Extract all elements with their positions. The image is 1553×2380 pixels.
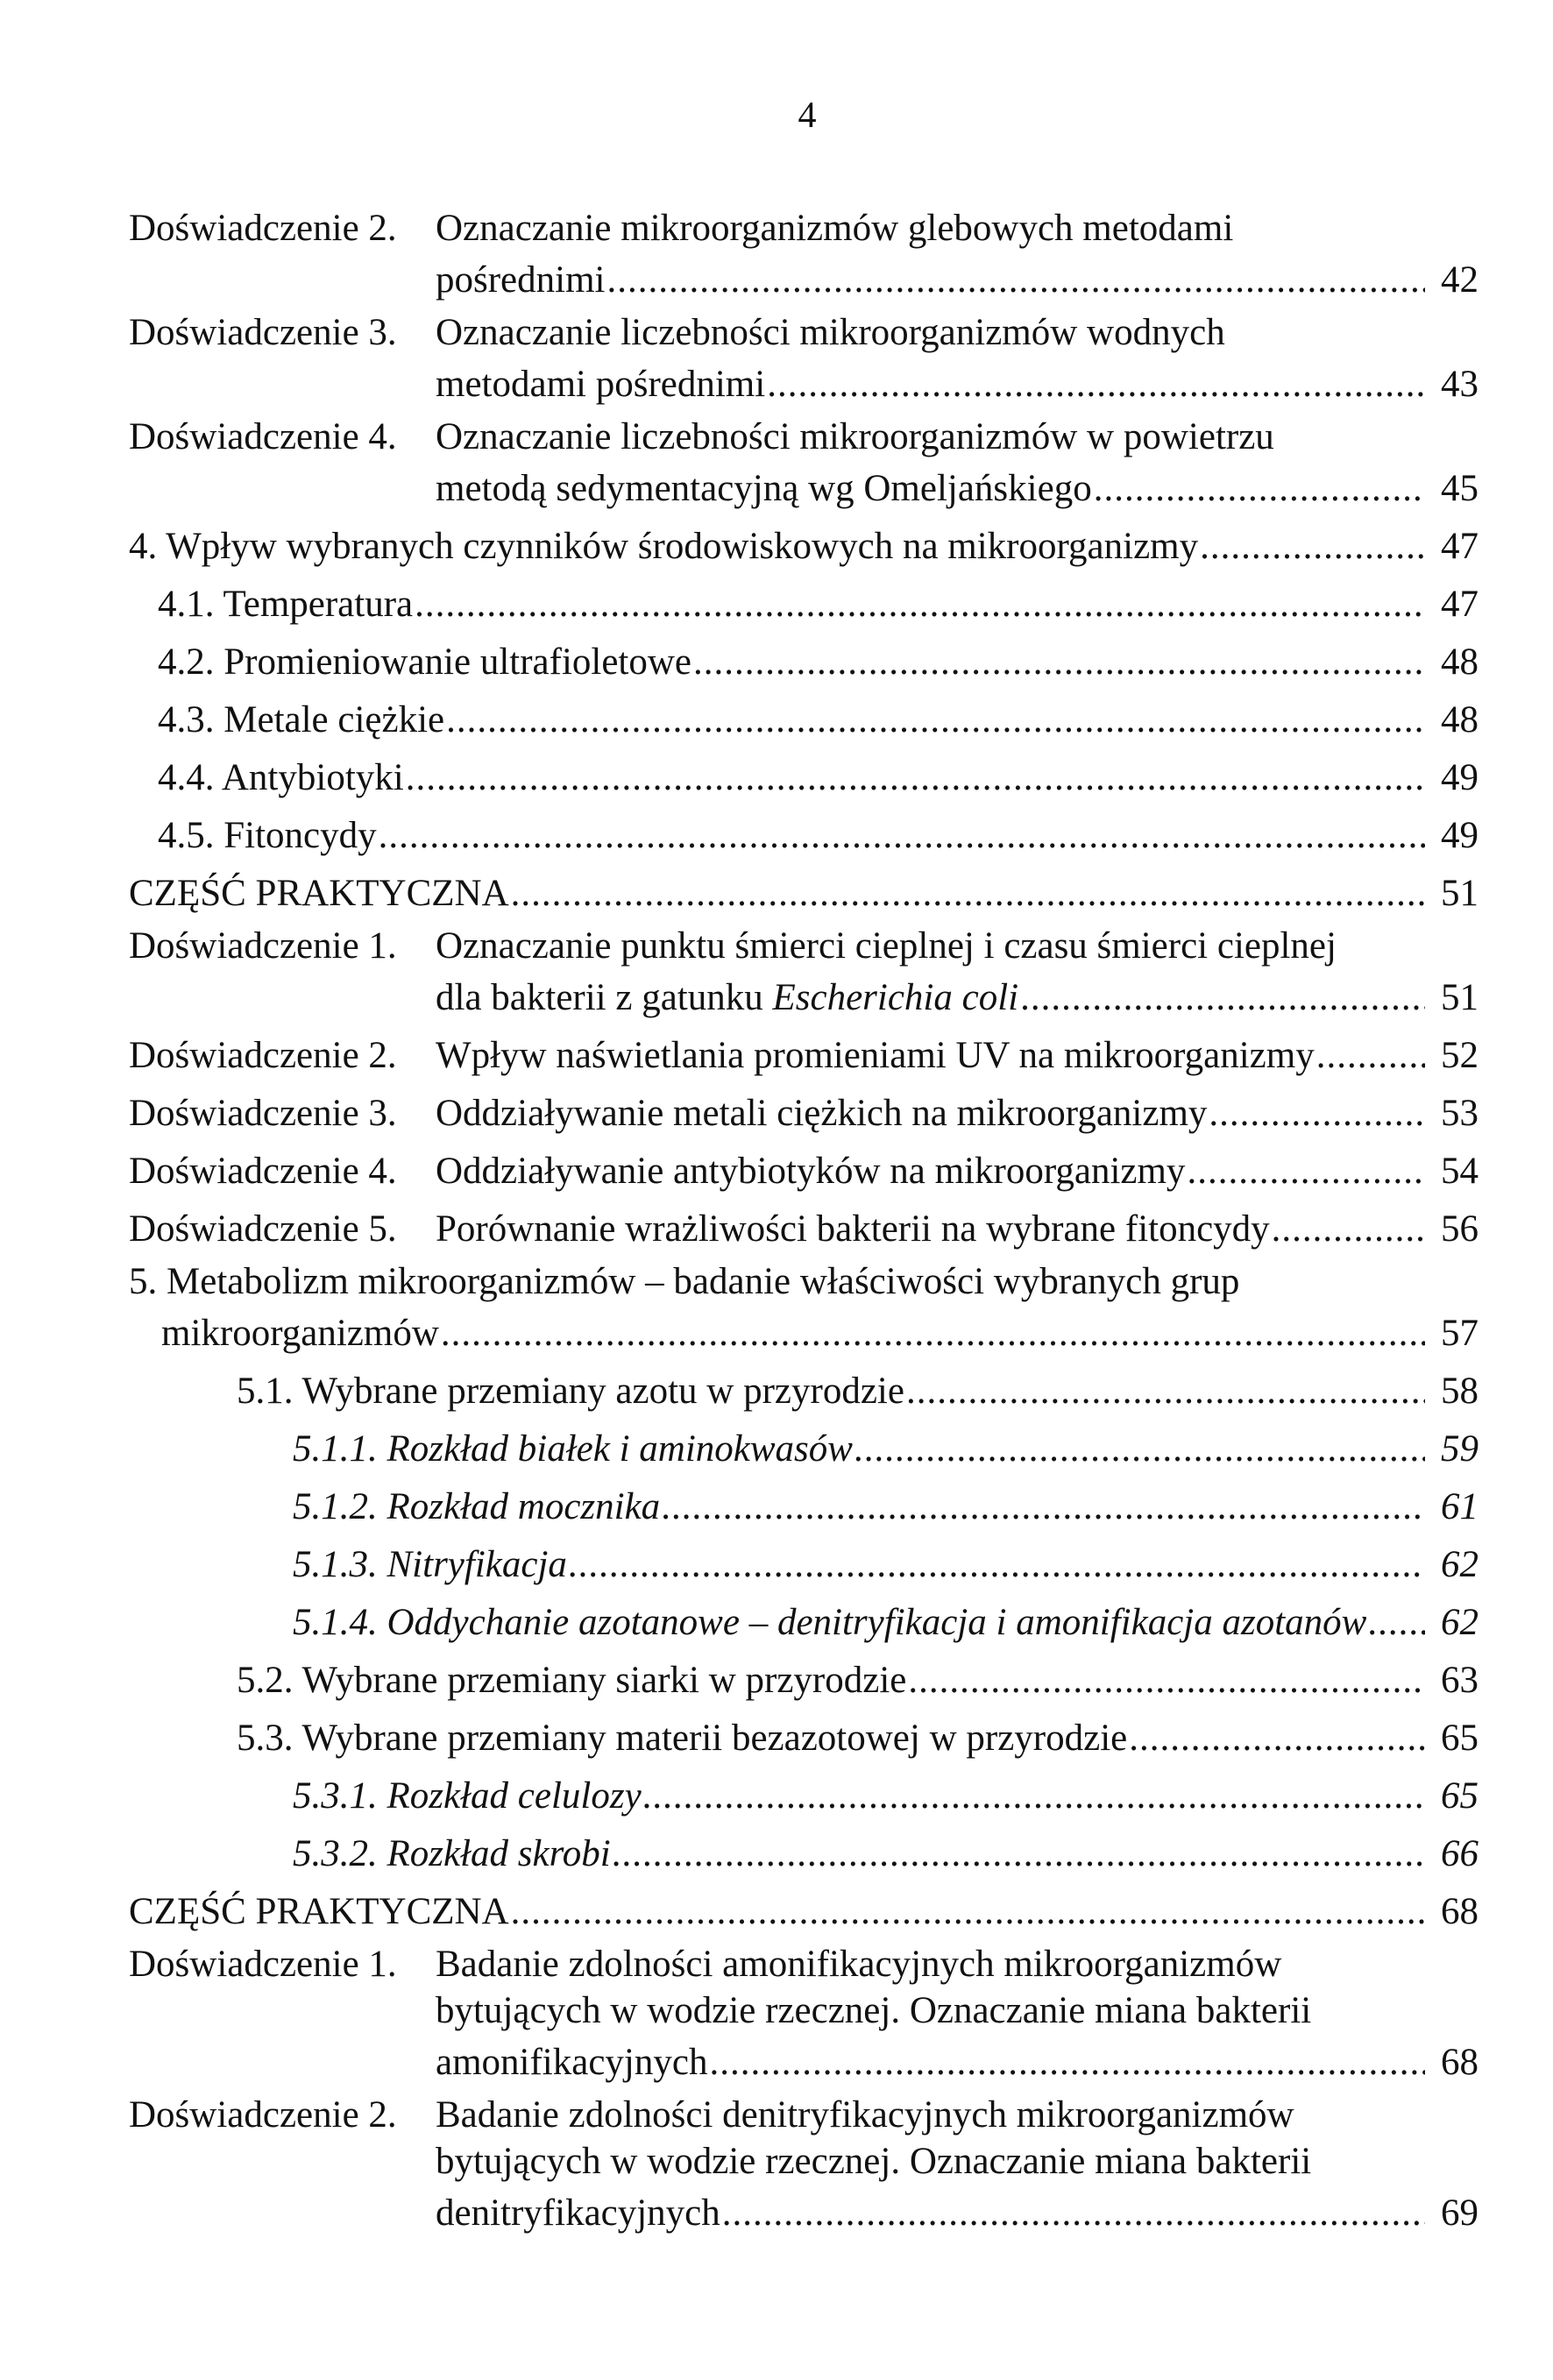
toc-line [129,923,1479,969]
dot-leader [662,1478,1425,1536]
entry-title: Porównanie wrażliwości bakterii na wybrane fitoncydy [436,1208,1270,1250]
toc-line [129,749,1479,807]
toc-entry [129,1201,1479,1258]
dot-leader [511,1883,1425,1941]
experiment-label: Doświadczenie 2. [129,208,397,249]
dot-leader [1272,1201,1425,1258]
dot-leader [511,865,1425,923]
subsection-title: 5.1.2. Rozkład mocznika [293,1486,661,1527]
dot-leader [1187,1143,1425,1201]
dot-leader [1200,518,1425,576]
dot-leader [1209,1085,1425,1143]
experiment-label: Doświadczenie 3. [129,1093,397,1134]
toc-line [129,414,1479,460]
experiment-label: Doświadczenie 4. [129,416,397,457]
experiment-label: Doświadczenie 4. [129,1151,397,1192]
toc-entry [129,1478,1479,1536]
toc-line [129,1652,1479,1710]
section-title: 4.1. Temperatura [158,584,414,625]
toc-line [129,309,1479,356]
toc-line [129,576,1479,634]
toc-page-number: 65 [1441,1775,1479,1817]
dot-leader [1316,1027,1425,1085]
toc-line [129,460,1479,518]
toc-page-number: 47 [1441,584,1479,625]
toc-line [129,1883,1479,1941]
toc-page-number: 63 [1441,1660,1479,1701]
entry-title [436,969,1018,1027]
toc-page-number: 48 [1441,699,1479,740]
toc-line [129,807,1479,865]
dot-leader [767,356,1425,414]
dot-leader [855,1420,1425,1478]
toc-entry [129,1652,1479,1710]
toc-line [129,1143,1479,1201]
dot-leader [722,2185,1425,2242]
toc-page-number: 54 [1441,1151,1479,1192]
toc-page-number: 45 [1441,468,1479,509]
entry-title: Oznaczanie mikroorganizmów glebowych metodami [436,208,1234,249]
toc-page-number: 69 [1441,2192,1479,2234]
toc-entry [129,1883,1479,1941]
toc-line [129,1478,1479,1536]
toc-line [129,969,1479,1027]
subsection-title: 5.1.1. Rozkład białek i aminokwasów [293,1428,853,1470]
entry-title: pośrednimi [436,259,606,301]
section-title: 5.3. Wybrane przemiany materii bezazotowej w przyrodzie [237,1718,1128,1759]
chapter-title: mikroorganizmów [161,1313,439,1354]
entry-title: metodami pośrednimi [436,364,766,405]
toc-entry [129,414,1479,518]
toc-page-number: 59 [1441,1428,1479,1470]
toc-line [129,1536,1479,1594]
toc-line [129,1710,1479,1767]
dot-leader [908,1652,1425,1710]
section-title: 5.1. Wybrane przemiany azotu w przyrodzie [237,1371,904,1412]
chapter-title: 5. Metabolizm mikroorganizmów – badanie właściwości wybranych grup [129,1261,1240,1302]
toc-page-number: 49 [1441,757,1479,798]
dot-leader [693,634,1425,691]
toc-line [129,2138,1479,2185]
toc-entry [129,1420,1479,1478]
dot-leader [906,1363,1425,1420]
toc-line [129,865,1479,923]
entry-title: Oddziaływanie antybiotyków na mikroorganizmy [436,1151,1186,1192]
toc-line [129,634,1479,691]
dot-leader [606,251,1425,309]
toc-page-number: 58 [1441,1371,1479,1412]
toc-entry [129,1363,1479,1420]
toc-line [129,1825,1479,1883]
part-title: CZĘŚĆ PRAKTYCZNA [129,873,509,914]
section-title: 4.2. Promieniowanie ultrafioletowe [158,641,692,683]
toc-line [129,691,1479,749]
toc-line [129,251,1479,309]
subsection-title: 5.3.1. Rozkład celulozy [293,1775,642,1817]
dot-leader [441,1305,1425,1363]
toc-page-number: 57 [1441,1313,1479,1354]
chapter-title: 4. Wpływ wybranych czynników środowiskowych na mikroorganizmy [129,526,1199,567]
entry-title-text: dla bakterii z gatunku [436,977,773,1018]
toc-entry [129,865,1479,923]
dot-leader [415,576,1425,634]
dot-leader [1094,460,1425,518]
toc-line [129,1085,1479,1143]
toc-page-number: 61 [1441,1486,1479,1527]
toc-line [129,1987,1479,2034]
entry-title: amonifikacyjnych [436,2042,708,2083]
toc-line [129,1258,1479,1305]
toc-line [129,205,1479,251]
dot-leader [379,807,1425,865]
toc-entry [129,2092,1479,2242]
toc-page-number: 43 [1441,364,1479,405]
toc-entry [129,923,1479,1027]
toc-page-number: 52 [1441,1035,1479,1076]
toc-page-number: 62 [1441,1544,1479,1585]
dot-leader [709,2034,1425,2092]
dot-leader [1129,1710,1425,1767]
toc-line [129,356,1479,414]
toc-page-number: 51 [1441,977,1479,1018]
toc-line [129,518,1479,576]
dot-leader [569,1536,1425,1594]
experiment-label: Doświadczenie 2. [129,2094,397,2136]
toc-entry [129,1258,1479,1363]
toc-line [129,2092,1479,2138]
experiment-label: Doświadczenie 5. [129,1208,397,1250]
toc-line [129,1363,1479,1420]
entry-title: metodą sedymentacyjną wg Omeljańskiego [436,468,1092,509]
entry-title: Badanie zdolności amonifikacyjnych mikroorganizmów [436,1944,1282,1985]
species-name: Escherichia coli [772,977,1019,1018]
toc-entry [129,807,1479,865]
toc-entry [129,576,1479,634]
toc-line [129,1594,1479,1652]
toc-entry [129,1536,1479,1594]
entry-title: bytujących w wodzie rzecznej. Oznaczanie miana bakterii [436,2141,1312,2182]
toc-page-number: 56 [1441,1208,1479,1250]
toc-page-number: 66 [1441,1833,1479,1874]
entry-title: Oznaczanie liczebności mikroorganizmów w powietrzu [436,416,1274,457]
toc-entry [129,1710,1479,1767]
entry-title: Badanie zdolności denitryfikacyjnych mikroorganizmów [436,2094,1294,2136]
dot-leader [1368,1594,1425,1652]
dot-leader [643,1767,1425,1825]
dot-leader [446,691,1425,749]
toc-line [129,2185,1479,2242]
page-number: 4 [798,96,817,136]
toc-page-number: 47 [1441,526,1479,567]
toc-line [129,1201,1479,1258]
subsection-title: 5.1.3. Nitryfikacja [293,1544,567,1585]
toc-entry [129,1825,1479,1883]
entry-title: Wpływ naświetlania promieniami UV na mikroorganizmy [436,1035,1315,1076]
toc-entry [129,749,1479,807]
toc-page-number: 51 [1441,873,1479,914]
toc-entry [129,634,1479,691]
toc-entry [129,691,1479,749]
toc-page-number: 42 [1441,259,1479,301]
toc-page-number: 68 [1441,2042,1479,2083]
entry-title: Oznaczanie liczebności mikroorganizmów wodnych [436,312,1225,353]
dot-leader [613,1825,1425,1883]
part-title: CZĘŚĆ PRAKTYCZNA [129,1891,509,1932]
section-title: 4.3. Metale ciężkie [158,699,445,740]
section-title: 4.5. Fitoncydy [158,815,377,856]
toc-entry [129,1594,1479,1652]
toc-page-number: 49 [1441,815,1479,856]
subsection-title: 5.1.4. Oddychanie azotanowe – denitryfikacja i amonifikacja azotanów [293,1602,1367,1643]
table-of-contents [129,205,1479,2242]
toc-entry [129,1085,1479,1143]
experiment-label: Doświadczenie 3. [129,312,397,353]
toc-line [129,1305,1479,1363]
toc-entry [129,518,1479,576]
experiment-label: Doświadczenie 2. [129,1035,397,1076]
toc-line [129,1767,1479,1825]
toc-page-number: 53 [1441,1093,1479,1134]
dot-leader [406,749,1425,807]
section-title: 5.2. Wybrane przemiany siarki w przyrodzie [237,1660,907,1701]
entry-title: Oddziaływanie metali ciężkich na mikroorganizmy [436,1093,1208,1134]
subsection-title: 5.3.2. Rozkład skrobi [293,1833,611,1874]
toc-line [129,1941,1479,1987]
toc-page-number: 48 [1441,641,1479,683]
toc-line [129,1027,1479,1085]
toc-entry [129,1143,1479,1201]
section-title: 4.4. Antybiotyki [158,757,404,798]
toc-entry [129,1767,1479,1825]
dot-leader [1020,969,1425,1027]
toc-line [129,2034,1479,2092]
toc-entry [129,1027,1479,1085]
toc-line [129,1420,1479,1478]
experiment-label: Doświadczenie 1. [129,1944,397,1985]
entry-title: Oznaczanie punktu śmierci cieplnej i czasu śmierci cieplnej [436,925,1337,967]
entry-title: bytujących w wodzie rzecznej. Oznaczanie miana bakterii [436,1990,1312,2031]
toc-page-number: 62 [1441,1602,1479,1643]
toc-entry [129,309,1479,414]
toc-entry [129,1941,1479,2092]
toc-page-number: 65 [1441,1718,1479,1759]
experiment-label: Doświadczenie 1. [129,925,397,967]
entry-title: denitryfikacyjnych [436,2192,720,2234]
toc-entry [129,205,1479,309]
toc-page-number: 68 [1441,1891,1479,1932]
